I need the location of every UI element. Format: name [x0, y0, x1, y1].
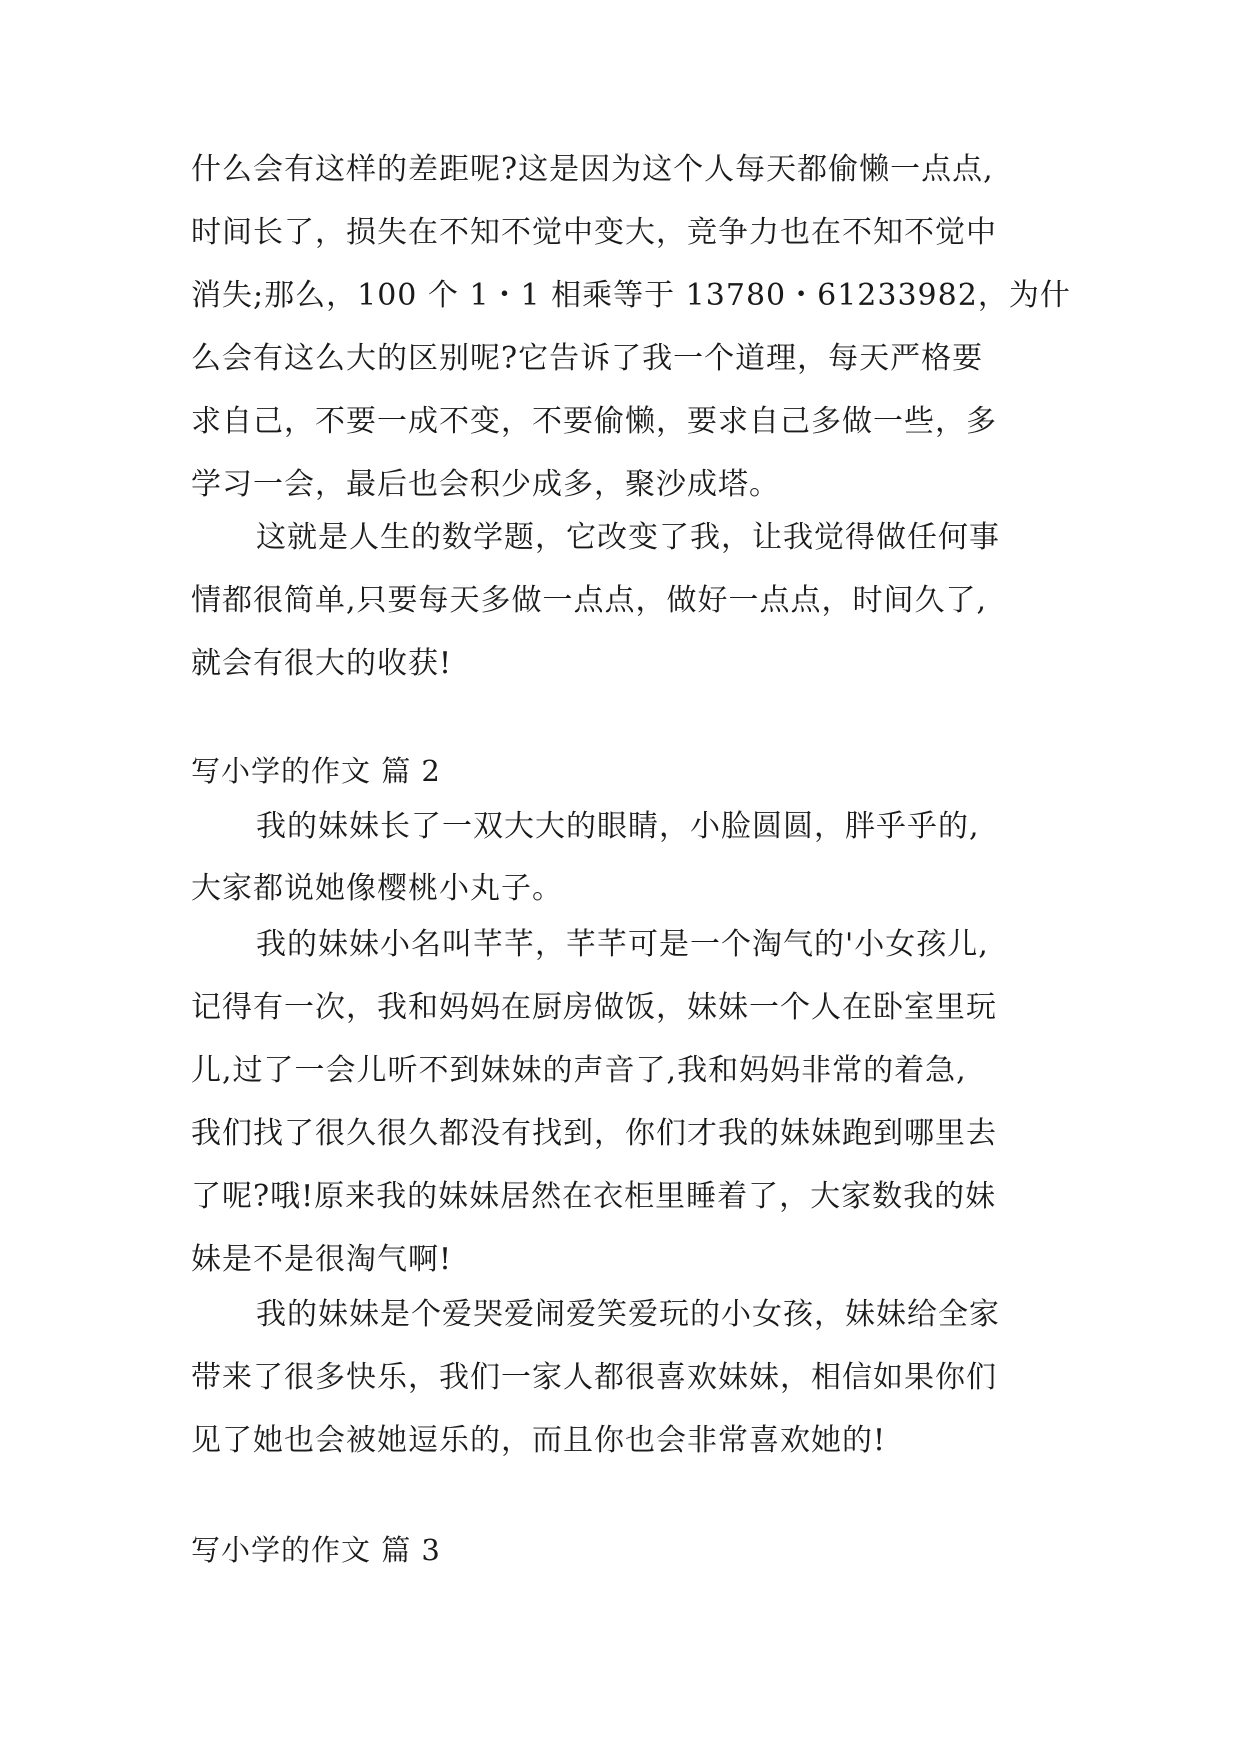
- text-line: 我的妹妹是个爱哭爱闹爱笑爱玩的小女孩，妹妹给全家: [256, 1297, 1000, 1332]
- text-line: 了呢?哦!原来我的妹妹居然在衣柜里睡着了，大家数我的妹: [191, 1179, 997, 1214]
- text-line: 记得有一次，我和妈妈在厨房做饭，妹妹一个人在卧室里玩: [191, 990, 997, 1025]
- text-line: 我的妹妹长了一双大大的眼睛，小脸圆圆，胖乎乎的,: [256, 809, 980, 844]
- text-line: 我们找了很久很久都没有找到，你们才我的妹妹跑到哪里去: [191, 1116, 997, 1151]
- text-line: 我的妹妹小名叫芊芊，芊芊可是一个淘气的'小女孩儿,: [256, 927, 989, 962]
- text-line: 这就是人生的数学题，它改变了我，让我觉得做任何事: [256, 520, 1000, 555]
- text-line: 么会有这么大的区别呢?它告诉了我一个道理，每天严格要: [191, 341, 984, 376]
- text-line: 见了她也会被她逗乐的，而且你也会非常喜欢她的!: [191, 1423, 887, 1458]
- text-line: 带来了很多快乐，我们一家人都很喜欢妹妹，相信如果你们: [191, 1360, 997, 1395]
- text-line: 求自己，不要一成不变，不要偷懒，要求自己多做一些，多: [191, 404, 997, 439]
- section-heading: 写小学的作文 篇 3: [191, 1533, 441, 1567]
- text-line: 儿,过了一会儿听不到妹妹的声音了,我和妈妈非常的着急,: [191, 1053, 967, 1088]
- text-line: 什么会有这样的差距呢?这是因为这个人每天都偷懒一点点,: [191, 152, 994, 187]
- text-line: 就会有很大的收获!: [191, 646, 453, 681]
- text-line: 大家都说她像樱桃小丸子。: [191, 871, 563, 906]
- text-line: 学习一会，最后也会积少成多，聚沙成塔。: [191, 467, 780, 502]
- text-line: 妹是不是很淘气啊!: [191, 1242, 453, 1277]
- section-heading: 写小学的作文 篇 2: [191, 754, 441, 788]
- text-line: 消失;那么，100 个 1・1 相乘等于 13780・61233982，为什: [191, 278, 1071, 313]
- text-line: 时间长了，损失在不知不觉中变大，竞争力也在不知不觉中: [191, 215, 997, 250]
- text-line: 情都很简单,只要每天多做一点点，做好一点点，时间久了,: [191, 583, 988, 618]
